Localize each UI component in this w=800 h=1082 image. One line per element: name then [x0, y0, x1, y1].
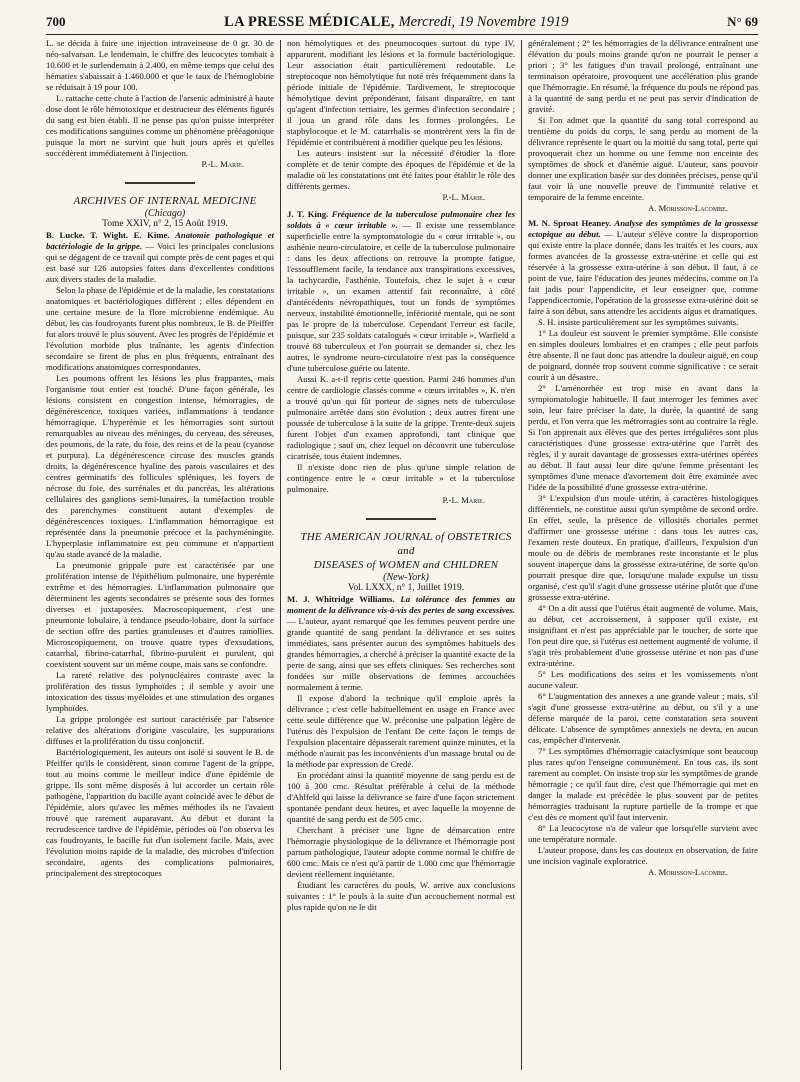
article-author: J. T. King.: [287, 209, 329, 219]
article-title: La tolérance des femmes au moment de la délivrance vis-à-vis des pertes de sang excessives.: [287, 594, 515, 615]
publication-title: [224, 14, 568, 31]
paragraph: Selon la phase de l'épidémie et de la maladie, les constatations anatomiques et bactériologiques diffèrent ; elles dépendent en une certaine mesure de la flore microbienne endémique. Au début, les cas foudroyants furent plus nombreux, le B. de Pfeiffer fut alors trouvé le plus souvent. Avec les progrès de l'épidémie et l'évolution morbide plus traînante, les agents d'infection secondaire se firent de plus en plus fréquents, entraînant des modifications anatomiques correspondantes.: [46, 285, 274, 372]
article-title: Anatomie pathologique et bactériologie de la grippe.: [46, 230, 274, 251]
journal-volume: Tome XXIV, n° 2, 15 Août 1919.: [102, 219, 228, 229]
article-head: [287, 594, 515, 693]
column-3: [528, 38, 758, 1074]
paragraph: généralement ; 2° les hémorragies de la délivrance entraînent une élévation du pouls moins grande qu'on ne pourrait le penser a priori ; 3° les fatigues d'un travail prolongé, entraînant une terminaison opératoire, provoquent une accélération plus grande que l'hémorragie. En résumé, la fréquence du pouls ne répond pas à la quantité de sang perdu et ne peut pas servir d'indication de gravité.: [528, 38, 758, 114]
paragraph: Aussi K. a-t-il repris cette question. Parmi 246 hommes d'un centre de cardiologie classés comme « cœurs irritables », K. n'en a trouvé qu'un qui fût porteur de signes nets de tuberculose pulmonaire arrêtée dans son évolution ; deux autres firent une poussée de tuberculose à la suite de la grippe. Trente-deux sujets furent l'objet d'un examen approfondi, tant clinique que radiologique ; sauf un, chez lequel on découvrit une tuberculose cicatrisée, tous étaient indemnes.: [287, 374, 515, 461]
article-authors: B. Lucke. T. Wight. E. Kime.: [46, 230, 170, 240]
article-author: M. N. Sproat Heaney.: [528, 218, 612, 228]
symptom-item: 4° On a dit aussi que l'utérus était augmenté de volume. Mais, au début, cet accroissement, à supposer qu'il existe, est insignifiant et n'est pas appréciable par le toucher, de sorte que l'on peut dire que, si l'utérus est nettement augmenté de volume, il s'agit très probablement d'une grossesse utérine et non pas d'une extra-utérine.: [528, 603, 758, 668]
article-intro: — L'auteur s'élève contre la disproportion qui existe entre la place donnée, dans les traités et les cours, aux formes avancées de la grossesse extra-utérine et celle qui est réservée à la grossesse extra-utérine à son début. Il faut, à ce point de vue, faire l'éducation des jeunes médecins, comme on l'a fait jadis pour l'appendicite, et leur enseigner que, comme l'appendicectomie, l'opération de la grossesse extra-utérine doit se faire à son début, sans attendre les accidents aigus et dramatiques.: [528, 229, 758, 316]
symptom-item: 3° L'expulsion d'un moule utérin, à caractères histologiques différentiels, ne constitue aussi qu'un symptôme de second ordre. En effet, seule, la présence de villosités choriales permet d'affirmer une grossesse utérine : dans tous les autres cas, l'examen reste douteux. En pratique, d'ailleurs, l'expulsion d'un moule ou de débris de membranes reste inconstante et le plus souvent inaperçue dans la grossesse extra-utérine, de sorte qu'on pourrait presque dire que, lorsqu'une malade expulse un tissu organisé, c'est qu'il s'agit d'une grossesse utérine plutôt que d'une grossesse extra-utérine.: [528, 493, 758, 602]
signature: A. Morisson-Lacombe.: [647, 867, 728, 877]
column-1: [46, 38, 274, 1074]
symptom-item: 2° L'aménorrhée est trop mise en avant dans la symptomatologie habituelle. Il faut interroger les femmes avec soin, leur faire préciser la date, la durée, la quantité de sang perdu, et l'on verra que les métrorragies sont au contraire la règle. Si l'on apprenait aux élèves que des pertes irrégulières sont plus caractéristiques d'une grossesse extra-utérine que l'arrêt des règles, il y aurait davantage de grossesses extra-utérines opérées au début. Il faut aussi leur dire qu'une femme présentant les symptômes d'une menace d'avortement doit être examinée avec l'idée de la possibilité d'une grossesse extra-utérine.: [528, 383, 758, 492]
signature: P.-L. Marie.: [442, 495, 485, 505]
journal-place: (Chicago): [144, 208, 186, 219]
signature: P.-L. Marie.: [201, 159, 244, 169]
paragraph: Il n'existe donc rien de plus qu'une simple relation de contingence entre le « cœur irritable » et la tuberculose pulmonaire.: [287, 462, 515, 494]
article-intro: — Voici les principales conclusions qui se dégagent de ce travail qui compte près de cent pages et qui est basé sur 126 autopsies faites dans d'excellentes conditions aux divers stades de la maladie.: [46, 241, 274, 284]
paragraph: Il expose d'abord la technique qu'il emploie après la délivrance ; c'est celle habituellement en usage en France avec cette seule différence que W. préconise une palpation légère de l'utérus dès l'expulsion de l'enfant De cette façon le temps de l'expulsion placentaire dépasserait rarement quinze minutes, et la méthode n'aurait pas les inconvénients d'un massage brutal ou de la méthode par expression de Credé.: [287, 693, 515, 769]
article-head: [287, 209, 515, 374]
column-divider: [521, 40, 522, 1070]
paragraph: L'auteur propose, dans les cas douteux en observation, de faire une incision vaginale exploratrice.: [528, 845, 758, 866]
paragraph: non hémolytiques et des pneumocoques surtout du type IV, apparurent, modifiant les lésions et la formule bactériologique. Leur association était particulièrement redoutable. Le streptocoque non hémolytique fut noté très fréquemment dans la période initiale de l'épidémie. Tardivement, le streptocoque hémolytique devint prépondérant, faisant disparaître, en tant qu'agent d'infection tertiaire, les germes d'infection secondaire ; il joua un grand rôle dans les formes prolongées. Le staphylocoque et le M. catarrhalis se montrèrent vers la fin de l'épidémie et contribuèrent à modifier quelque peu les lésions.: [287, 38, 515, 147]
journal-title: ARCHIVES OF INTERNAL MEDICINE: [73, 195, 257, 207]
paragraph: Les auteurs insistent sur la nécessité d'étudier la flore complète et de tenir compte des époques de l'épidémie et de la maladie où les constatations ont été faites pour établir le rôle des différents germes.: [287, 148, 515, 191]
journal-place: (New-York): [383, 572, 429, 583]
symptom-item: 6° L'augmentation des annexes a une grande valeur ; mais, s'il s'agit d'une grossesse extra-utérine au début, ou s'il y a une défense marquée de la paroi, cette constatation sera souvent délicate. L'absence de symptômes annexiels ne devra, en aucun cas, empêcher d'intervenir.: [528, 691, 758, 745]
publication-name: LA PRESSE MÉDICALE,: [224, 14, 395, 30]
journal-title: THE AMERICAN JOURNAL of OBSTETRICS: [300, 531, 512, 543]
paragraph: Si l'on admet que la quantité du sang total correspond au trentième du poids du corps, le sang perdu au moment de la délivrance représente le quart ou la moitié du sang total, perte qui provoquerait chez un homme ou une femme non enceinte des symptômes de shock et d'anémie aiguë. L'auteur, sans pouvoir donner une explication basée sur des données précises, pense qu'il faut voir là une nouvelle preuve de l'immunité relative et temporaire de la femme enceinte.: [528, 115, 758, 202]
symptom-item: 7° Les symptômes d'hémorragie cataclysmique sont beaucoup plus rares qu'on l'enseigne communément. En tous cas, ils sont rarement au complet. On insiste trop sur les symptômes de grande hémorragie ; ce qu'il faut dire, c'est que l'hémorragie qui met en danger la malade est précédée le plus souvent par de petites hémorragies traduisant la rupture partielle de la trompe et que c'est dès ce moment qu'il faut intervenir.: [528, 746, 758, 822]
article-title: Analyse des symptômes de la grossesse ectopique au début.: [528, 218, 758, 239]
paragraph: Bactériologiquement, les auteurs ont isolé si souvent le B. de Pfeiffer qu'ils le considèrent, sinon comme l'agent de la grippe, tout au moins comme le meilleur indice d'une épidémie de grippe. Ils sont même disposés à lui accorder un certain rôle pathogène, l'apparition du bacille ayant coïncidé avec le début de l'épidémie, alors qu'avec les mêmes méthodes ils ne l'avaient trouvé que rarement auparavant. Au début et durant la recrudescence tardive de l'épidémie, périodes où l'on observa les cas foudroyants, le bacille fut d'un isolement facile. Mais, avec l'évolution moins rapide de la maladie, des microbes d'infection secondaire, agents des complications pulmonaires, principalement des streptocoques: [46, 747, 274, 878]
column-divider: [280, 40, 281, 1070]
signature: P.-L. Marie.: [442, 192, 485, 202]
signature: A. Morisson-Lacombe.: [647, 203, 728, 213]
article-author: M. J. Whitridge Williams.: [287, 594, 395, 604]
journal-volume: Vol. LXXX, n° 1, Juillet 1919.: [347, 583, 465, 593]
article-intro: — Il existe une ressemblance superficielle entre la symptomatologie du « cœur irritable », ou asthénie neuro-circulatoire, et celle de la tuberculose pulmonaire : dans les deux affections on retrouve la prompte fatigue, l'essoufflement facile, la tendance aux transpirations excessives, la tachycardie, l'asthénie. Toutefois, chez le sujet à « cœur irritable », un examen attentif fait reconnaître, à côté d'antécédents névropathiques, tout un fonds de symptômes nerveux, instabilité émotionnelle, infériorité mentale, qui ne sont pas le propre de la tuberculose. Cependant l'erreur est facile, puisque, sur 235 soldats catalogués « cœur irritable », Warfield a trouvé 88 tuberculeux et l'on pourrait se demander si, chez les autres, le syndrome neuro-circulatoire n'est pas la conséquence d'une tuberculose guérie ou latente.: [287, 220, 515, 373]
article-title: Fréquence de la tuberculose pulmonaire chez les soldats à « cœur irritable ».: [287, 209, 515, 230]
paragraph: La grippe prolongée est surtout caractérisée par l'absence relative des altérations d'origine vasculaire, les suppurations diffuses et la prolifération du tissu conjonctif.: [46, 714, 274, 746]
journal-title-and: and: [397, 545, 415, 557]
paragraph: L. se décida à faire une injection intraveineuse de 0 gr. 30 de néo-salvarsan. Le lendemain, le chiffre des leucocytes tombait à 10.600 et le surlendemain à 2.400, en même temps que celui des hématies s'abaissait à 1.460.000 et que le taux de l'hémoglobine se réduisait à 19 pour 100.: [46, 38, 274, 92]
symptom-item: 1° La douleur est souvent le premier symptôme. Elle consiste en simples douleurs lombaires et en crampes ; elle peut parfois être absente. Il ne faut donc pas attendre la douleur aiguë, en coup de poignard, donnée trop souvent comme significative : ce serait courir à un désastre.: [528, 328, 758, 382]
issue-number: N° 69: [727, 14, 758, 29]
paragraph: Étudiant les caractères du pouls, W. arrive aux conclusions suivantes : 1° le pouls à la suite d'un accouchement normal est plus rapide qu'on ne le dit: [287, 880, 515, 912]
paragraph: Cherchant à préciser une ligne de démarcation entre l'hémorragie physiologique de la délivrance et l'hémorragie post partum pathologique, l'auteur adopte comme normal le chiffre de 600 cmc. Mais ce n'est qu'à partir de 1.000 cmc que l'hémorragie devient réellement inquiétante.: [287, 825, 515, 879]
paragraph: En procédant ainsi la quantité moyenne de sang perdu est de 100 à 300 cmc. Résultat préférable à celui de la méthode d'Ahlfeld qui laisse la délivrance se faire d'une façon strictement spontanée pendant deux heures, et avec laquelle la moyenne de quantité de sang perdu est de 505 cmc.: [287, 770, 515, 824]
paragraph: Les poumons offrent les lésions les plus frappantes, mais l'organisme tout entier est touché. D'une façon générale, les lésions consistent en congestion intense, hémorragies, de dégénérescence, toxiques variées, inflammations à tendance hémorragique. L'hyperémie et les hémorragies sont surtout remarquables au niveau des méninges, du cerveau, des séreuses, des poumons, de la rate, du foie, des reins et de la peau (cyanose et purpura). La dégénérescence circuse des muscles grands droits, la dégénérescence hyaline des parois vasculaires et des centres germinatifs des follicules spléniques, les foyers de nécrose du foie, des surrénales et du pancréas, les altérations cellulaires des ganglions semi-lunaires, la tuméfaction trouble des parenchymes constituent autant d'exemples de dégénérescences toxiques. L'inflammation hémorragique est représentée dans la pneumonie précoce et la pachyméningite. L'hyperplasie inflammatoire est peu commune et n'appartient qu'au stade avancé de la maladie.: [46, 373, 274, 559]
article-head: [528, 218, 758, 317]
article-intro: — L'auteur, ayant remarqué que les femmes peuvent perdre une grande quantité de sang pendant la délivrance et ses suites immédiates, sans présenter aucun des symptômes habituels des grandes hémorragies, a cherché à préciser la quantité exacte de la perte de sang, ainsi que ses effets cliniques. Ses recherches sont fondées sur mille observations de femmes accouchées normalement à terme.: [287, 616, 515, 692]
paragraph: L. rattache cette chute à l'action de l'arsenic administré à haute dose dont le rôle hémotoxique et destructeur des éléments figurés du sang est bien établi. Il ne pense pas qu'on puisse interpréter ces modifications sanguines comme un phénomène prééagonique puisque la mort ne survint que huit jours après et qu'elles succédèrent immédiatement à l'injection.: [46, 93, 274, 158]
article-head: [46, 230, 274, 285]
paragraph: La pneumonie grippale pure est caractérisée par une prolifération intense de l'épithélium pulmonaire, une hyperémie extrême et des hémorragies. L'inflammation pulmonaire que déterminent les agents secondaires se présente sous des formes diverses et juxtaposées. Macroscopiquement, c'est une pneumonie lobulaire, à tendance pseudo-lobaire, dont la surface de section offre des parties granuleuses et d'autres ramollies. Microscopiquement, on trouve quatre types d'exsudations, catarrhal, fibrino-catarrhal, fibrino-purulent et purulent, qui coexistent souvent sur un même coupe, mais sans se confondre.: [46, 560, 274, 669]
journal-title-line3: DISEASES of WOMEN and CHILDREN: [313, 559, 499, 571]
masthead-rule: [46, 34, 758, 35]
page-number: 700: [46, 14, 66, 29]
symptom-item: 5° Les modifications des seins et les vomissements n'ont aucune valeur.: [528, 669, 758, 690]
section-rule: [366, 518, 436, 520]
paragraph: La rareté relative des polynucléaires contraste avec la prolifération des tissus lymphoïdes ; il semble y avoir une intoxication des tissus myéloïdes et une stimulation des organes lymphoïdes.: [46, 670, 274, 713]
section-rule: [125, 182, 195, 184]
column-2: [287, 38, 515, 1074]
publication-date: Mercredi, 19 Novembre 1919: [398, 14, 569, 30]
symptom-item: 8° La leucocytose n'a de valeur que lorsqu'elle survient avec une température normale.: [528, 823, 758, 844]
masthead: [46, 14, 758, 32]
paragraph: S. H. insiste particulièrement sur les symptômes suivants.: [538, 317, 739, 327]
